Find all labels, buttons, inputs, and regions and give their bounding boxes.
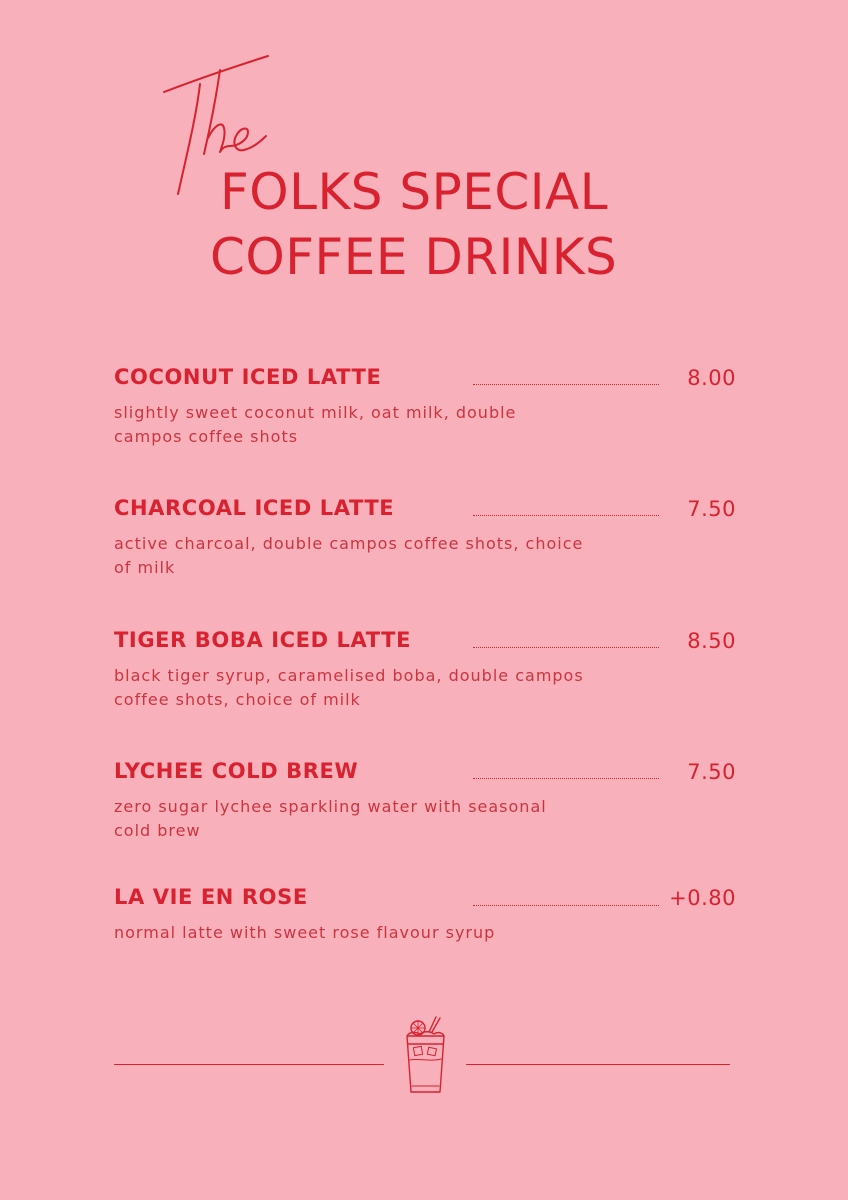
item-name: CHARCOAL ICED LATTE — [114, 496, 395, 520]
footer-divider-right — [466, 1064, 730, 1065]
item-name: LYCHEE COLD BREW — [114, 759, 359, 783]
item-price: 7.50 — [687, 760, 736, 784]
item-description: active charcoal, double campos coffee shots, choice of milk — [114, 534, 584, 577]
iced-drink-icon — [398, 1014, 452, 1096]
dotted-leader — [473, 384, 659, 385]
item-description: black tiger syrup, caramelised boba, double campos coffee shots, choice of milk — [114, 666, 584, 709]
item-description: zero sugar lychee sparkling water with seasonal cold brew — [114, 797, 547, 840]
title-line-2: COFFEE DRINKS — [210, 228, 618, 286]
dotted-leader — [473, 647, 659, 648]
item-price: 8.00 — [687, 366, 736, 390]
item-description: slightly sweet coconut milk, oat milk, double campos coffee shots — [114, 403, 517, 446]
dotted-leader — [473, 778, 659, 779]
dotted-leader — [473, 905, 659, 906]
item-price: 8.50 — [687, 629, 736, 653]
footer-divider-left — [114, 1064, 384, 1065]
item-name: COCONUT ICED LATTE — [114, 365, 382, 389]
item-price: +0.80 — [669, 886, 736, 910]
item-name: TIGER BOBA ICED LATTE — [114, 628, 412, 652]
item-name: LA VIE EN ROSE — [114, 885, 308, 909]
item-price: 7.50 — [687, 497, 736, 521]
item-description: normal latte with sweet rose flavour syrup — [114, 923, 496, 942]
dotted-leader — [473, 515, 659, 516]
title-line-1: FOLKS SPECIAL — [220, 163, 609, 221]
